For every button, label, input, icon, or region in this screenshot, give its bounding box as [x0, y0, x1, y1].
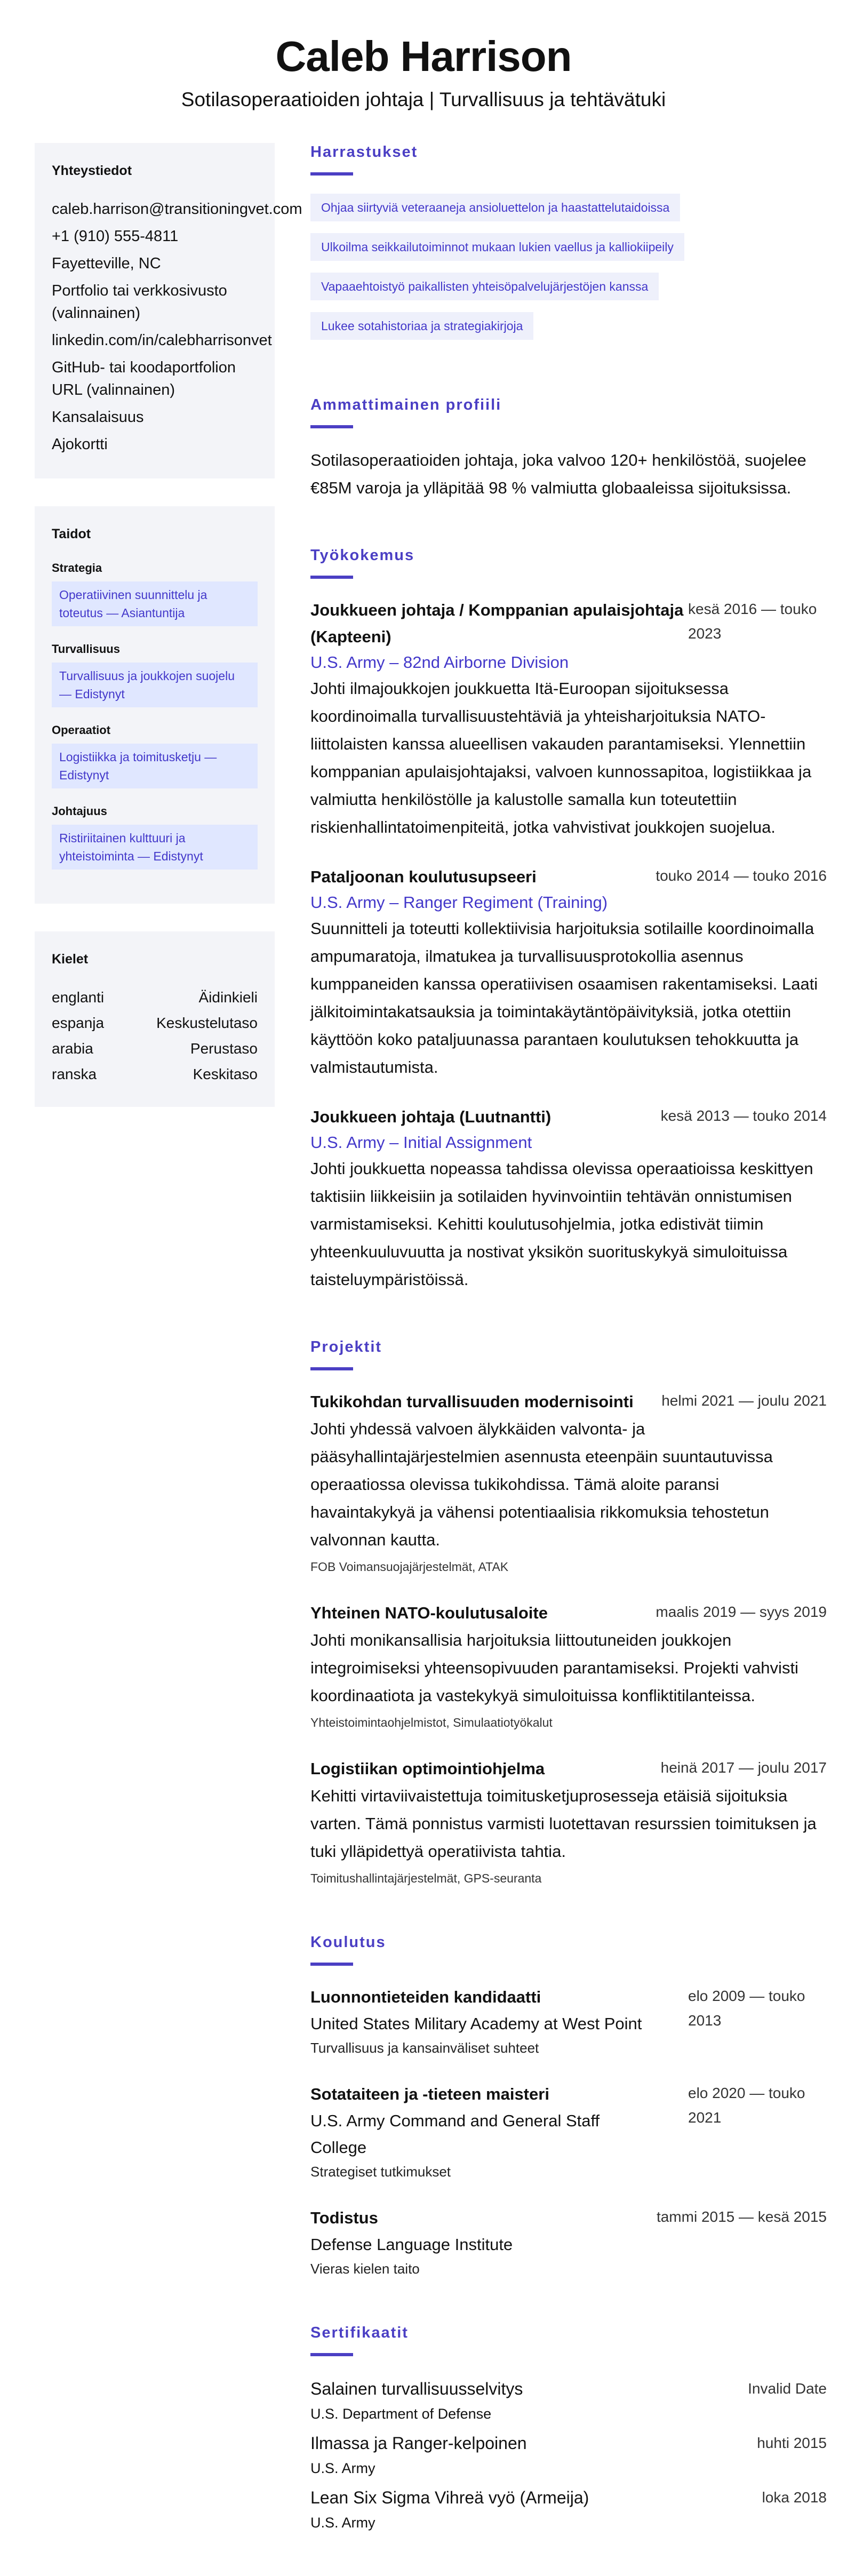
certification-name: Ilmassa ja Ranger-kelpoinen	[310, 2434, 527, 2453]
education-entry	[310, 2205, 827, 2279]
entry-header	[310, 1389, 827, 1415]
language-level: Keskustelutaso	[156, 1015, 258, 1031]
language-level: Perustaso	[190, 1040, 258, 1057]
language-row	[52, 1063, 258, 1086]
certification-main	[310, 2483, 589, 2533]
entry-header	[310, 1104, 827, 1130]
language-level: Keskitaso	[193, 1066, 258, 1082]
skill-category: Strategia	[52, 561, 102, 575]
project-entry	[310, 1756, 827, 1889]
hobby-chip: Ulkoilma seikkailutoiminnot mukaan lukien vaellus ja kalliokiipeily	[310, 233, 684, 261]
language-row	[52, 986, 258, 1009]
education-section	[310, 1932, 827, 2279]
education-main	[310, 2205, 652, 2279]
school: U.S. Army Command and General Staff College	[310, 2111, 600, 2157]
hobby-chip: Ohjaa siirtyviä veteraaneja ansioluettelon ja haastattelutaidoissa	[310, 194, 680, 221]
certification-issuer: U.S. Army	[310, 2460, 375, 2476]
education-entry	[310, 1984, 827, 2059]
certification-date: loka 2018	[762, 2489, 827, 2506]
company-name: U.S. Army – Initial Assignment	[310, 1133, 532, 1152]
certification-main	[310, 2429, 527, 2479]
experience-entry	[310, 597, 827, 841]
contact-box	[35, 143, 302, 478]
certification-main	[310, 2374, 523, 2425]
section-divider	[310, 2353, 353, 2356]
language-row	[52, 1038, 258, 1060]
project-date: heinä 2017 — joulu 2017	[660, 1759, 827, 1776]
entry-header	[310, 2081, 827, 2182]
education-main	[310, 1984, 652, 2059]
job-description: Johti joukkuetta nopeassa tahdissa olevissa operaatioissa keskittyen taktisiin liikkeisiin ja sotilaiden hyvinvointiin tehtävän onnistumisen varmistamiseksi. Kehitti koulutusohjelmia, jotka edistivät tiimin yhteenkuuluvuutta ja nostivat yksikön suorituskykyä simuloituissa taisteluympäristöissä.	[310, 1159, 813, 1289]
job-description: Johti ilmajoukkojen joukkuetta Itä-Euroopan sijoituksessa koordinoimalla turvallisuustehtäviä ja yhteisharjoituksia NATO-liittolaisten kanssa alueellisen vakauden parantamiseksi. Ylennettiin komppanian apulaisjohtajaksi, valvoen kunnossapitoa, logistiikkaa ja valmiutta henkilöstölle ja kalustolle samalla kun toteutettiin riskienhallintatoimenpiteitä, jotka vahvistivat joukkojen suojelua.	[310, 679, 812, 836]
project-description: Kehitti virtaviivaistettuja toimitusketjuprosesseja etäisiä sijoituksia varten. Tämä ponnistus varmisti luotettavan resurssien toimituksen ja tuki ylläpidettyä operatiivista tahtia.	[310, 1787, 817, 1861]
skills-box	[35, 506, 275, 904]
language-name: arabia	[52, 1040, 93, 1057]
certification-date: huhti 2015	[757, 2435, 827, 2451]
education-entry	[310, 2081, 827, 2182]
school: United States Military Academy at West Point	[310, 2014, 642, 2033]
degree: Sotataiteen ja -tieteen maisteri	[310, 2085, 549, 2103]
project-title: Logistiikan optimointiohjelma	[310, 1759, 545, 1778]
contact-item: Ajokortti	[52, 436, 108, 453]
contact-item: +1 (910) 555-4811	[52, 228, 179, 245]
entry-header	[310, 2205, 827, 2279]
contact-item[interactable]: linkedin.com/in/calebharrisonvet	[52, 332, 272, 349]
contact-item: Kansalaisuus	[52, 409, 144, 426]
certification-entry	[310, 2374, 827, 2425]
field-of-study: Turvallisuus ja kansainväliset suhteet	[310, 2040, 539, 2056]
project-entry	[310, 1600, 827, 1733]
certification-entry	[310, 2429, 827, 2479]
certifications-section	[310, 2322, 827, 2533]
languages-title: Kielet	[52, 952, 89, 967]
job-date: kesä 2013 — touko 2014	[660, 1107, 827, 1124]
company-name: U.S. Army – 82nd Airborne Division	[310, 653, 569, 672]
language-name: espanja	[52, 1015, 105, 1031]
section-divider	[310, 1963, 353, 1966]
project-entry	[310, 1389, 827, 1577]
entry-header	[310, 1756, 827, 1782]
profile-text: Sotilasoperaatioiden johtaja, joka valvoo 120+ henkilöstöä, suojelee €85M varoja ja ylläpitää 98 % valmiutta globaaleissa sijoituksissa.	[310, 451, 806, 497]
contact-item: GitHub- tai koodaportfolion URL (valinnainen)	[52, 359, 236, 398]
certification-entry	[310, 2483, 827, 2533]
education-main	[310, 2081, 652, 2182]
section-title: Ammattimainen profiili	[310, 396, 502, 413]
section-title: Projektit	[310, 1338, 382, 1355]
job-title: Pataljoonan koulutusupseeri	[310, 867, 537, 886]
project-date: maalis 2019 — syys 2019	[656, 1604, 827, 1620]
job-title: Joukkueen johtaja / Komppanian apulaisjohtaja (Kapteeni)	[310, 601, 684, 646]
skill-category: Operaatiot	[52, 723, 111, 737]
certification-issuer: U.S. Department of Defense	[310, 2406, 492, 2422]
project-date: helmi 2021 — joulu 2021	[661, 1392, 827, 1409]
entry-header	[310, 864, 827, 890]
language-row	[52, 1012, 258, 1034]
skill-chip: Ristiriitainen kulttuuri ja yhteistoiminta — Edistynyt	[52, 825, 258, 870]
job-date: touko 2014 — touko 2016	[656, 867, 827, 884]
certification-name: Salainen turvallisuusselvitys	[310, 2379, 523, 2398]
project-title: Yhteinen NATO-koulutusaloite	[310, 1604, 548, 1622]
contact-item: Fayetteville, NC	[52, 255, 161, 272]
education-date: elo 2009 — touko 2013	[688, 1988, 805, 2029]
experience-entry	[310, 1104, 827, 1294]
profile-section	[310, 394, 827, 502]
contact-item[interactable]: caleb.harrison@transitioningvet.com	[52, 201, 302, 218]
entry-header	[310, 1600, 827, 1626]
entry-header	[310, 597, 827, 650]
language-level: Äidinkieli	[198, 989, 258, 1006]
project-title: Tukikohdan turvallisuuden modernisointi	[310, 1392, 634, 1411]
education-date: tammi 2015 — kesä 2015	[656, 2208, 827, 2225]
hobbies-section	[310, 141, 827, 352]
section-divider	[310, 172, 353, 176]
degree: Luonnontieteiden kandidaatti	[310, 1988, 541, 2006]
candidate-subtitle: Sotilasoperaatioiden johtaja | Turvallisuus ja tehtävätuki	[181, 89, 666, 110]
school: Defense Language Institute	[310, 2235, 513, 2254]
resume-header	[0, 31, 847, 113]
experience-section	[310, 545, 827, 1294]
section-title: Sertifikaatit	[310, 2324, 409, 2341]
field-of-study: Vieras kielen taito	[310, 2261, 420, 2277]
section-title: Harrastukset	[310, 143, 418, 161]
job-description: Suunnitteli ja toteutti kollektiivisia harjoituksia sotilaille koordinoimalla ampumaratoja, ilmatukea ja turvallisuusprotokollia asennus kumppaneiden kanssa operatiivisen osaamisen rakentamiseksi. Laati jälkitoimintakatsauksia ja toimintakäytäntöpäivityksiä, jotka otettiin käyttöön koko pataljuunassa parantaen koulutuksen tehokkuutta ja valmistautumista.	[310, 919, 818, 1076]
education-date: elo 2020 — touko 2021	[688, 2085, 805, 2126]
certification-issuer: U.S. Army	[310, 2515, 375, 2531]
hobby-chip: Vapaaehtoistyö paikallisten yhteisöpalvelujärjestöjen kanssa	[310, 273, 659, 300]
section-title: Koulutus	[310, 1934, 386, 1951]
skill-category: Turvallisuus	[52, 642, 120, 656]
degree: Todistus	[310, 2208, 378, 2227]
company-name: U.S. Army – Ranger Regiment (Training)	[310, 893, 608, 912]
project-tech: Yhteistoimintaohjelmistot, Simulaatiotyökalut	[310, 1716, 553, 1729]
languages-box	[35, 931, 275, 1107]
job-title: Joukkueen johtaja (Luutnantti)	[310, 1107, 552, 1126]
skill-chip: Turvallisuus ja joukkojen suojelu — Edistynyt	[52, 663, 258, 707]
section-title: Työkokemus	[310, 547, 415, 564]
experience-entry	[310, 864, 827, 1081]
project-description: Johti monikansallisia harjoituksia liittoutuneiden joukkojen integroimiseksi yhteensopivuuden parantamiseksi. Projekti vahvisti koordinaatiota ja vastekykyä simuloituissa konfliktitilanteissa.	[310, 1631, 798, 1705]
candidate-name: Caleb Harrison	[275, 33, 572, 80]
job-date: kesä 2016 — touko 2023	[688, 601, 817, 642]
language-name: englanti	[52, 989, 105, 1006]
language-name: ranska	[52, 1066, 97, 1082]
project-description: Johti yhdessä valvoen älykkäiden valvonta- ja pääsyhallintajärjestelmien asennusta eteenpäin suuntautuvissa operaatiossa olevissa tukikohdissa. Tämä aloite paransi havaintakykyä ja vähensi potentiaalisia rikkomuksia tehostetun valvonnan kautta.	[310, 1419, 773, 1549]
skill-category: Johtajuus	[52, 804, 107, 818]
hobby-chip: Lukee sotahistoriaa ja strategiakirjoja	[310, 312, 533, 340]
section-divider	[310, 576, 353, 579]
field-of-study: Strategiset tutkimukset	[310, 2164, 451, 2180]
project-tech: Toimitushallintajärjestelmät, GPS-seuranta	[310, 1871, 542, 1885]
section-divider	[310, 1367, 353, 1370]
certification-date: Invalid Date	[748, 2380, 827, 2397]
entry-header	[310, 1984, 827, 2059]
project-tech: FOB Voimansuojajärjestelmät, ATAK	[310, 1560, 509, 1574]
projects-section	[310, 1336, 827, 1889]
section-divider	[310, 425, 353, 428]
contact-title: Yhteystiedot	[52, 163, 132, 178]
certification-name: Lean Six Sigma Vihreä vyö (Armeija)	[310, 2488, 589, 2507]
skill-chip: Logistiikka ja toimitusketju — Edistynyt	[52, 744, 258, 788]
sidebar	[35, 143, 302, 1135]
skills-title: Taidot	[52, 527, 91, 541]
main-content	[310, 141, 827, 2576]
contact-item: Portfolio tai verkkosivusto (valinnainen)	[52, 282, 227, 322]
skill-chip: Operatiivinen suunnittelu ja toteutus — Asiantuntija	[52, 581, 258, 626]
